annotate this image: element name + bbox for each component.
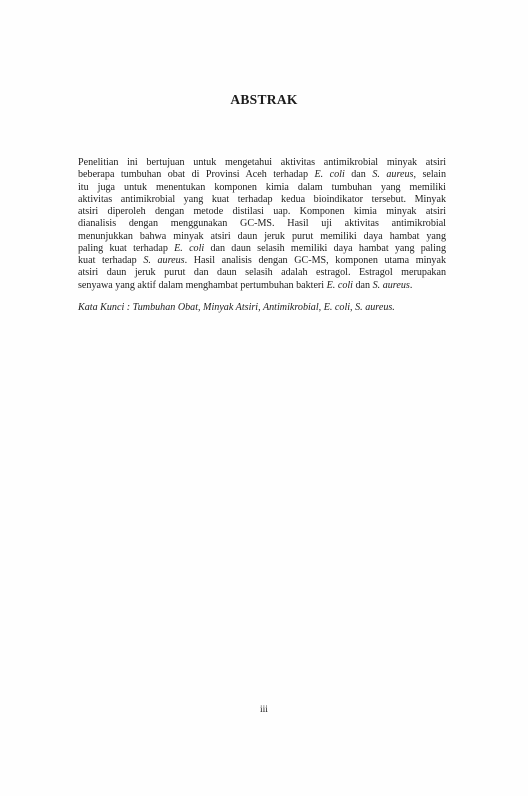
- abstract-text: senyawa yang aktif dalam menghambat pertumbuhan bakteri: [78, 279, 327, 291]
- abstract-line: [78, 194, 446, 206]
- abstract-italic-term: E. coli: [174, 242, 205, 254]
- abstract-line: [78, 280, 446, 292]
- abstract-text: paling kuat terhadap: [78, 242, 175, 254]
- abstract-line: [78, 182, 446, 194]
- abstract-line: [78, 169, 446, 181]
- abstract-italic-term: S. aureus: [372, 279, 410, 291]
- abstract-line: [78, 231, 446, 243]
- abstract-text: atsiri daun jeruk purut dan daun selasih adalah estragol. Estragol merupakan: [78, 267, 446, 279]
- abstract-italic-term: S. aureus: [372, 169, 414, 181]
- abstract-text: menunjukkan bahwa minyak atsiri daun jeruk purut memiliki daya hambat yang: [78, 230, 446, 242]
- abstract-text: dan: [352, 279, 373, 291]
- abstract-text: atsiri diperoleh dengan metode distilasi uap. Komponen kimia minyak atsiri: [78, 206, 446, 217]
- abstract-body: [78, 157, 446, 292]
- abstract-line: [78, 267, 446, 279]
- abstract-text: . Hasil analisis dengan GC-MS, komponen utama minyak: [184, 255, 447, 266]
- abstract-text: .: [409, 279, 413, 291]
- page-number: iii: [260, 705, 268, 715]
- abstract-text: dan: [344, 169, 373, 181]
- abstract-italic-term: E. coli: [326, 279, 353, 291]
- abstract-text: beberapa tumbuhan obat di Provinsi Aceh terhadap: [78, 169, 315, 181]
- abstract-line: [78, 157, 446, 169]
- abstract-line: [78, 255, 446, 267]
- page-title: ABSTRAK: [230, 92, 298, 107]
- abstract-italic-term: E. coli: [314, 169, 345, 181]
- abstract-text: itu juga untuk menentukan komponen kimia dalam tumbuhan yang memiliki: [78, 181, 446, 193]
- abstract-text: kuat terhadap: [78, 255, 144, 266]
- abstract-italic-term: S. aureus: [143, 255, 185, 266]
- keywords: Kata Kunci : Tumbuhan Obat, Minyak Atsiri, Antimikrobial, E. coli, S. aureus.: [78, 302, 395, 313]
- abstract-text: dan daun selasih memiliki daya hambat yang paling: [204, 242, 446, 254]
- abstract-text: , selain: [413, 169, 447, 181]
- abstract-text: aktivitas antimikrobial yang kuat terhadap kedua bioindikator tersebut. Minyak: [78, 193, 446, 205]
- abstract-line: [78, 218, 446, 230]
- abstract-text: Penelitian ini bertujuan untuk mengetahui aktivitas antimikrobial minyak atsiri: [78, 157, 446, 168]
- abstract-text: dianalisis dengan menggunakan GC-MS. Hasil uji aktivitas antimikrobial: [78, 218, 446, 230]
- abstract-line: [78, 243, 446, 255]
- abstract-line: [78, 206, 446, 218]
